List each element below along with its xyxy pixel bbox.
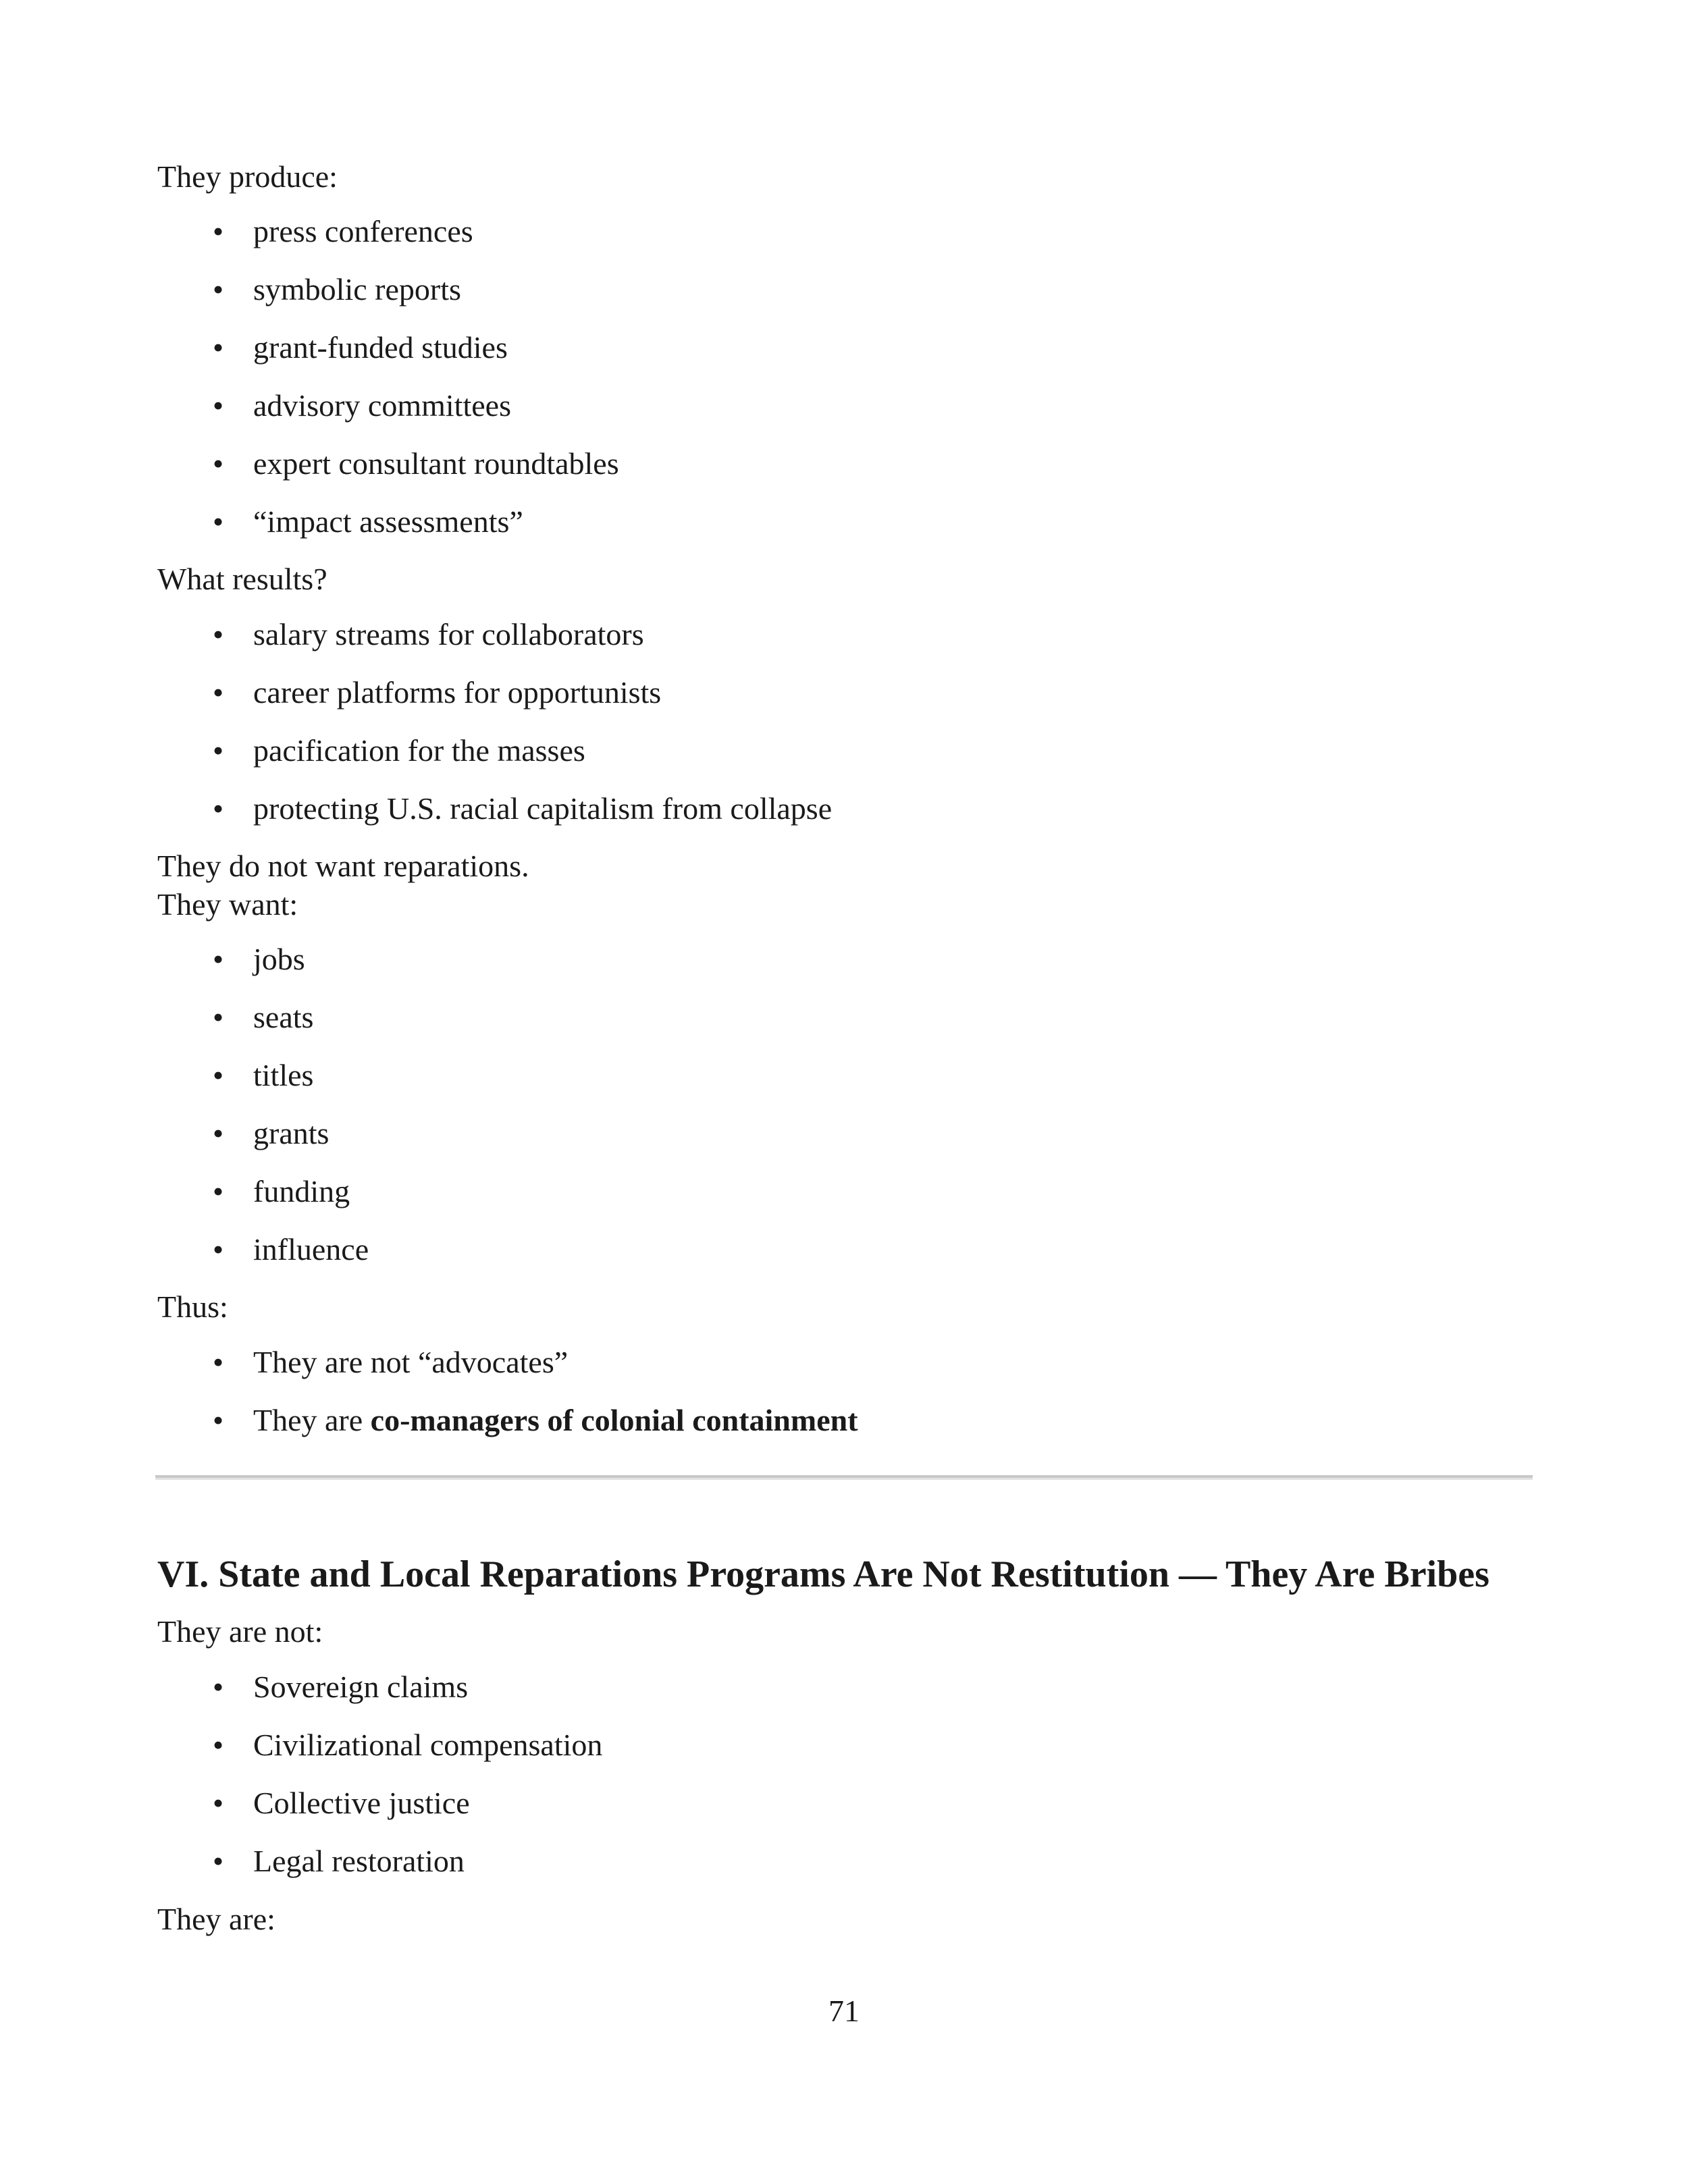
intro-they-want: They want: [157,887,298,922]
intro-they-produce: They produce: [157,159,338,194]
bullet-icon: • [213,791,224,826]
list-item-text: press conferences [253,214,473,248]
bullet-icon: • [213,675,224,710]
list-item-text: career platforms for opportunists [253,675,662,710]
bullet-icon: • [213,446,224,481]
bullet-icon: • [213,1786,224,1820]
list-item-text: protecting U.S. racial capitalism from collapse [253,791,833,826]
bullet-icon: • [213,1116,224,1150]
list-item-text: influence [253,1232,369,1267]
bullet-icon: • [213,1058,224,1092]
bullet-icon: • [213,214,224,248]
bullet-icon: • [213,388,224,423]
list-item-text: “impact assessments” [253,504,523,539]
bullet-icon: • [213,1345,224,1379]
list-item-text: salary streams for collaborators [253,617,644,651]
bullet-icon: • [213,617,224,651]
list-item-text: Sovereign claims [253,1670,469,1704]
emphasis-text: co-managers of colonial containment [370,1403,858,1437]
bullet-icon: • [213,1000,224,1034]
intro-they-are: They are: [157,1902,275,1936]
bullet-icon: • [213,1670,224,1704]
list-item-prefix: They are [253,1403,371,1437]
bullet-icon: • [213,272,224,307]
section-divider [155,1475,1533,1480]
bullet-icon: • [213,942,224,976]
intro-what-results: What results? [157,562,327,596]
bullet-icon: • [213,1174,224,1208]
list-item-text: seats [253,1000,314,1034]
list-item-text: funding [253,1174,350,1208]
bullet-icon: • [213,330,224,365]
list-item-text: They are not “advocates” [253,1345,569,1379]
bullet-icon: • [213,733,224,768]
list-item-text: Collective justice [253,1786,470,1820]
list-item-text: Legal restoration [253,1844,465,1878]
bullet-icon: • [213,1728,224,1762]
list-item-text: expert consultant roundtables [253,446,619,481]
statement-no-reparations: They do not want reparations. [157,849,529,883]
bullet-icon: • [213,1403,224,1437]
list-item-text: jobs [253,942,305,976]
list-item-text [253,1402,858,1439]
intro-thus: Thus: [157,1289,228,1324]
section-heading: VI. State and Local Reparations Programs Are Not Restitution — They Are Bribes [157,1553,1489,1595]
list-item-text: pacification for the masses [253,733,585,768]
list-item-text: Civilizational compensation [253,1728,603,1762]
list-item-text: grants [253,1116,329,1150]
bullet-icon: • [213,1232,224,1267]
page-number: 71 [828,1994,860,2028]
list-item-text: titles [253,1058,314,1092]
bullet-icon: • [213,504,224,539]
intro-they-are-not: They are not: [157,1614,323,1649]
bullet-icon: • [213,1844,224,1878]
list-item-text: grant-funded studies [253,330,508,365]
list-item-text: advisory committees [253,388,511,423]
list-item-text: symbolic reports [253,272,461,307]
